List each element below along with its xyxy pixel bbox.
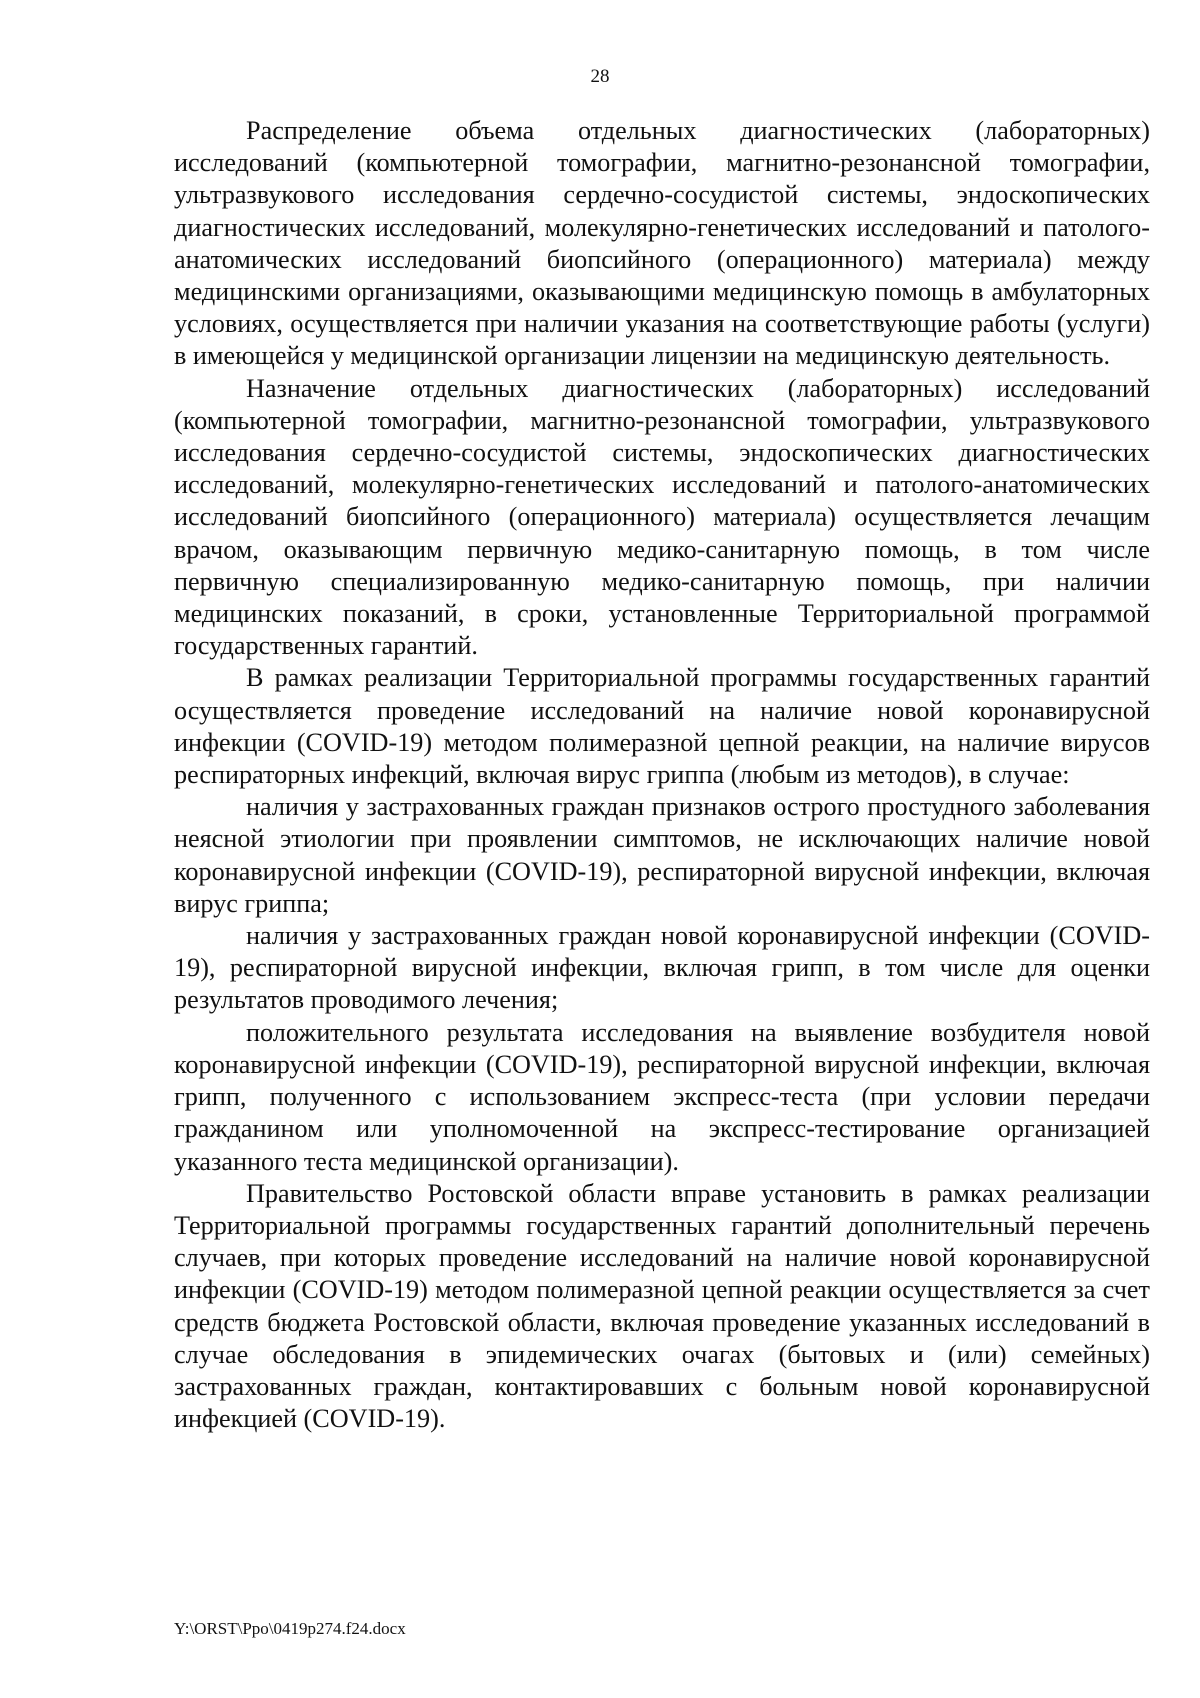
page-number: 28 (590, 66, 610, 87)
paragraph-lab-distribution: Распределение объема отдельных диагностических (лабораторных) исследований (компьютерной томографии, магнитно-резонансной томографии, ультразвукового исследования сердечно-сосудистой системы, эндоскопических диагностических исследований, молекулярно-генетических исследований и патолого-анатомических исследований биопсийного (операционного) материала) между медицинскими организациями, оказывающими медицинскую помощь в амбулаторных условиях, осуществляется при наличии указания на соответствующие работы (услуги) в имеющейся у медицинской организации лицензии на медицинскую деятельность. (174, 116, 1150, 371)
paragraph-regional-government: Правительство Ростовской области вправе установить в рамках реализации Территориальной программы государственных гарантий дополнительный перечень случаев, при которых проведение исследований на наличие новой коронавирусной инфекции (COVID-19) методом полимеразной цепной реакции осуществляется за счет средств бюджета Ростовской области, включая проведение указанных исследований в случае обследования в эпидемических очагах (бытовых и (или) семейных) застрахованных граждан, контактировавших с больным новой коронавирусной инфекцией (COVID-19). (174, 1178, 1150, 1434)
footer-file-path: Y:\ORST\Ppo\0419p274.f24.docx (174, 1619, 406, 1638)
paragraph-lab-assignment: Назначение отдельных диагностических (лабораторных) исследований (компьютерной томографии, магнитно-резонансной томографии, ультразвукового исследования сердечно-сосудистой системы, эндоскопических диагностических исследований, молекулярно-генетических исследований и патолого-анатомических исследований биопсийного (операционного) материала) осуществляется лечащим врачом, оказывающим первичную медико-санитарную помощь, в том числе первичную специализированную медико-санитарную помощь, при наличии медицинских показаний, в сроки, установленные Территориальной программой государственных гарантий. (174, 373, 1150, 661)
paragraph-case-symptoms: наличия у застрахованных граждан признаков острого простудного заболевания неясной этиологии при проявлении симптомов, не исключающих наличие новой коронавирусной инфекции (COVID-19), респираторной вирусной инфекции, включая вирус гриппа; (174, 792, 1150, 918)
paragraph-case-infection: наличия у застрахованных граждан новой коронавирусной инфекции (COVID-19), респираторной вирусной инфекции, включая грипп, в том числе для оценки результатов проводимого лечения; (174, 921, 1150, 1015)
paragraph-covid-testing: В рамках реализации Территориальной программы государственных гарантий осуществляется проведение исследований на наличие новой коронавирусной инфекции (COVID-19) методом полимеразной цепной реакции, на наличие вирусов респираторных инфекций, включая вирус гриппа (любым из методов), в случае: (174, 663, 1150, 790)
document-body (174, 115, 1150, 1435)
paragraph-case-express-test: положительного результата исследования на выявление возбудителя новой коронавирусной инфекции (COVID-19), респираторной вирусной инфекции, включая грипп, полученного с использованием экспресс-теста (при условии передачи гражданином или уполномоченной на экспресс-тестирование организацией указанного теста медицинской организации). (174, 1017, 1150, 1176)
